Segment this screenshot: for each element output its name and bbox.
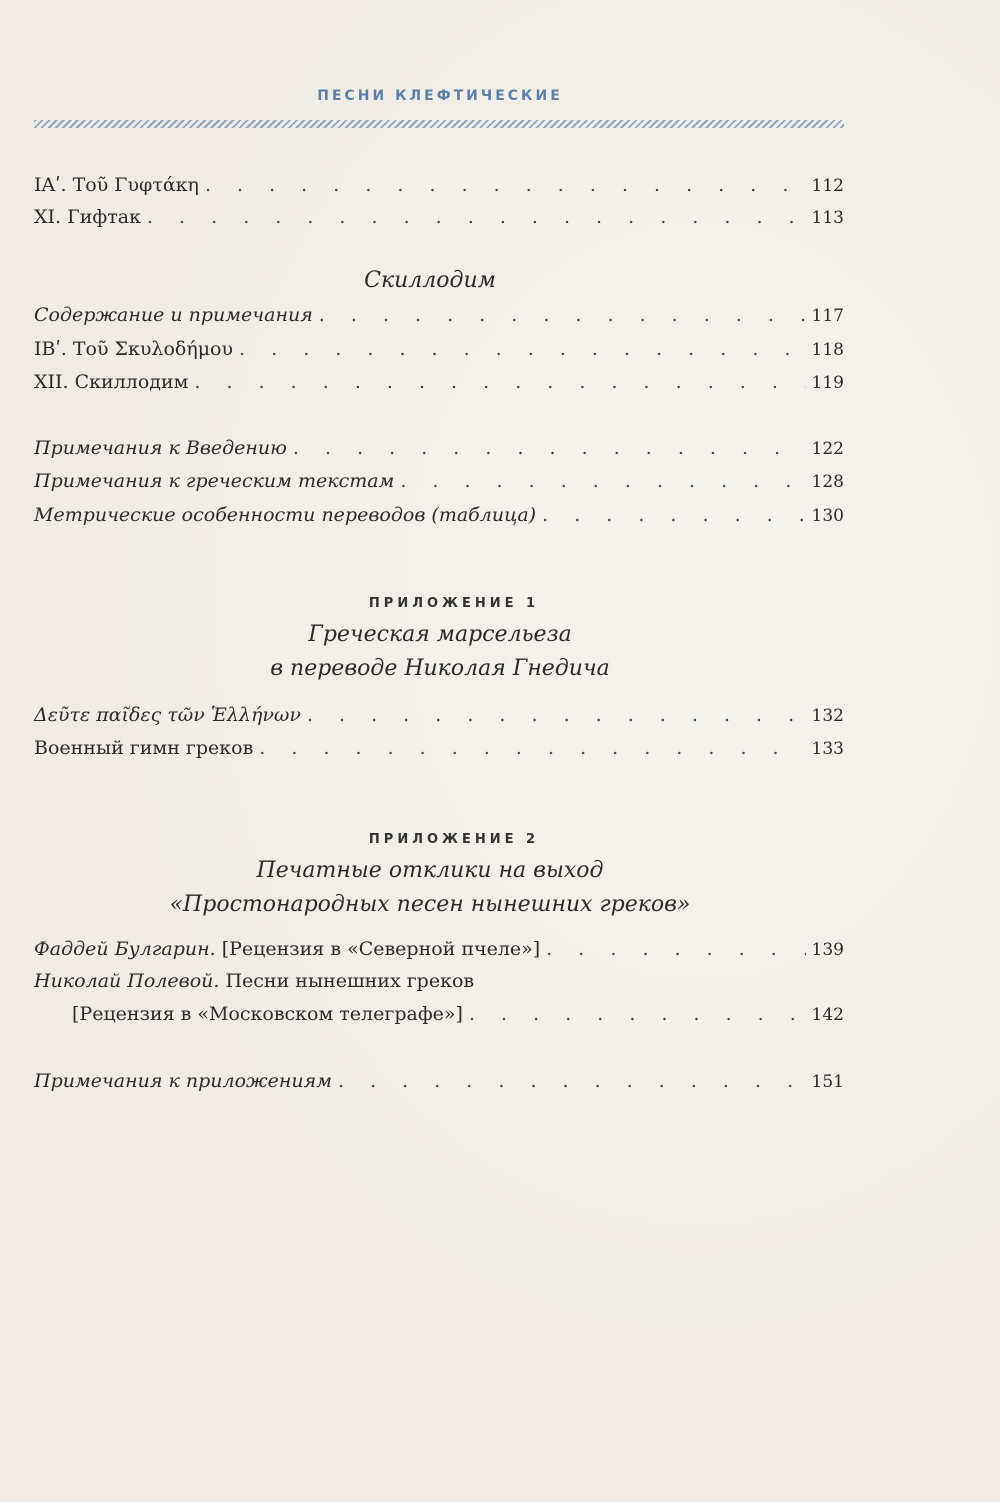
toc-entry-title: ΙΑʹ. Τοῦ Γυφτάκη: [34, 174, 199, 196]
toc-entry-page: 151: [811, 1072, 844, 1092]
dot-leader: [205, 170, 806, 200]
entry-text: Песни нынешних греков: [225, 970, 475, 992]
toc-entry[interactable]: [34, 700, 844, 730]
toc-entry[interactable]: [34, 170, 844, 200]
dot-leader: [307, 700, 806, 730]
header-rule: [34, 120, 844, 128]
dot-leader: [293, 433, 806, 463]
toc-entry[interactable]: [34, 202, 844, 232]
dot-leader: [400, 466, 805, 496]
toc-entry[interactable]: [34, 433, 844, 463]
appendix-1-label: ПРИЛОЖЕНИЕ 1: [368, 596, 540, 611]
toc-entry-line[interactable]: [34, 966, 474, 996]
toc-entry[interactable]: [34, 733, 844, 763]
toc-entry-page: 132: [811, 706, 844, 726]
toc-entry-page: 122: [811, 439, 844, 459]
entry-text: [Рецензия в «Северной пчеле»]: [221, 938, 541, 960]
toc-entry-title: [Рецензия в «Московском телеграфе»]: [72, 1003, 463, 1025]
toc-entry-title: Примечания к греческим текстам: [34, 470, 395, 492]
toc-entry-page: 142: [811, 1005, 844, 1025]
toc-entry[interactable]: [34, 500, 844, 530]
dot-leader: [259, 733, 805, 763]
entry-author: Николай Полевой.: [34, 970, 220, 992]
appendix-1-title-line2: в переводе Николая Гнедича: [270, 656, 610, 681]
toc-entry-page: 128: [811, 472, 844, 492]
toc-entry-title: [34, 934, 540, 964]
toc-entry-page: 133: [811, 739, 844, 759]
toc-entry-page: 119: [811, 373, 844, 393]
entry-author: Фаддей Булгарин.: [34, 938, 216, 960]
toc-entry[interactable]: [34, 1066, 844, 1096]
toc-entry-title: Δεῦτε παῖδες τῶν Ἑλλήνων: [34, 704, 301, 726]
running-head: ПЕСНИ КЛЕФТИЧЕСКИЕ: [317, 88, 563, 104]
appendix-2-title-line1: Печатные отклики на выход: [256, 858, 604, 883]
appendix-2-label: ПРИЛОЖЕНИЕ 2: [368, 832, 540, 847]
appendix-1-title-line1: Греческая марсельеза: [308, 622, 572, 647]
toc-entry[interactable]: [34, 934, 844, 964]
dot-leader: [546, 934, 805, 964]
dot-leader: [338, 1066, 806, 1096]
toc-entry-title: Метрические особенности переводов (таблица): [34, 504, 537, 526]
section-title: Скиллодим: [364, 268, 496, 293]
toc-entry[interactable]: [34, 300, 844, 330]
toc-entry-title: Военный гимн греков: [34, 737, 254, 759]
dot-leader: [239, 334, 806, 364]
dot-leader: [542, 500, 805, 530]
toc-entry[interactable]: [34, 367, 844, 397]
toc-entry-page: 118: [811, 340, 844, 360]
toc-entry-page: 112: [811, 176, 844, 196]
appendix-2-title-line2: «Простонародных песен нынешних греков»: [169, 892, 691, 917]
toc-entry-page: 130: [811, 506, 844, 526]
toc-entry-title: XII. Скиллодим: [34, 371, 189, 393]
dot-leader: [194, 367, 805, 397]
toc-entry[interactable]: [34, 334, 844, 364]
dot-leader: [319, 300, 806, 330]
toc-entry-title: XI. Гифтак: [34, 206, 141, 228]
toc-entry[interactable]: [72, 999, 844, 1029]
toc-entry-page: 139: [811, 940, 844, 960]
toc-entry-title: ΙΒʹ. Τοῦ Σκυλοδήμου: [34, 338, 234, 360]
dot-leader: [147, 202, 806, 232]
toc-entry-page: 117: [811, 306, 844, 326]
dot-leader: [469, 999, 806, 1029]
toc-entry[interactable]: [34, 466, 844, 496]
toc-entry-page: 113: [811, 208, 844, 228]
toc-entry-title: Содержание и примечания: [34, 304, 313, 326]
toc-entry-title: Примечания к приложениям: [34, 1070, 332, 1092]
toc-entry-title: Примечания к Введению: [34, 437, 287, 459]
